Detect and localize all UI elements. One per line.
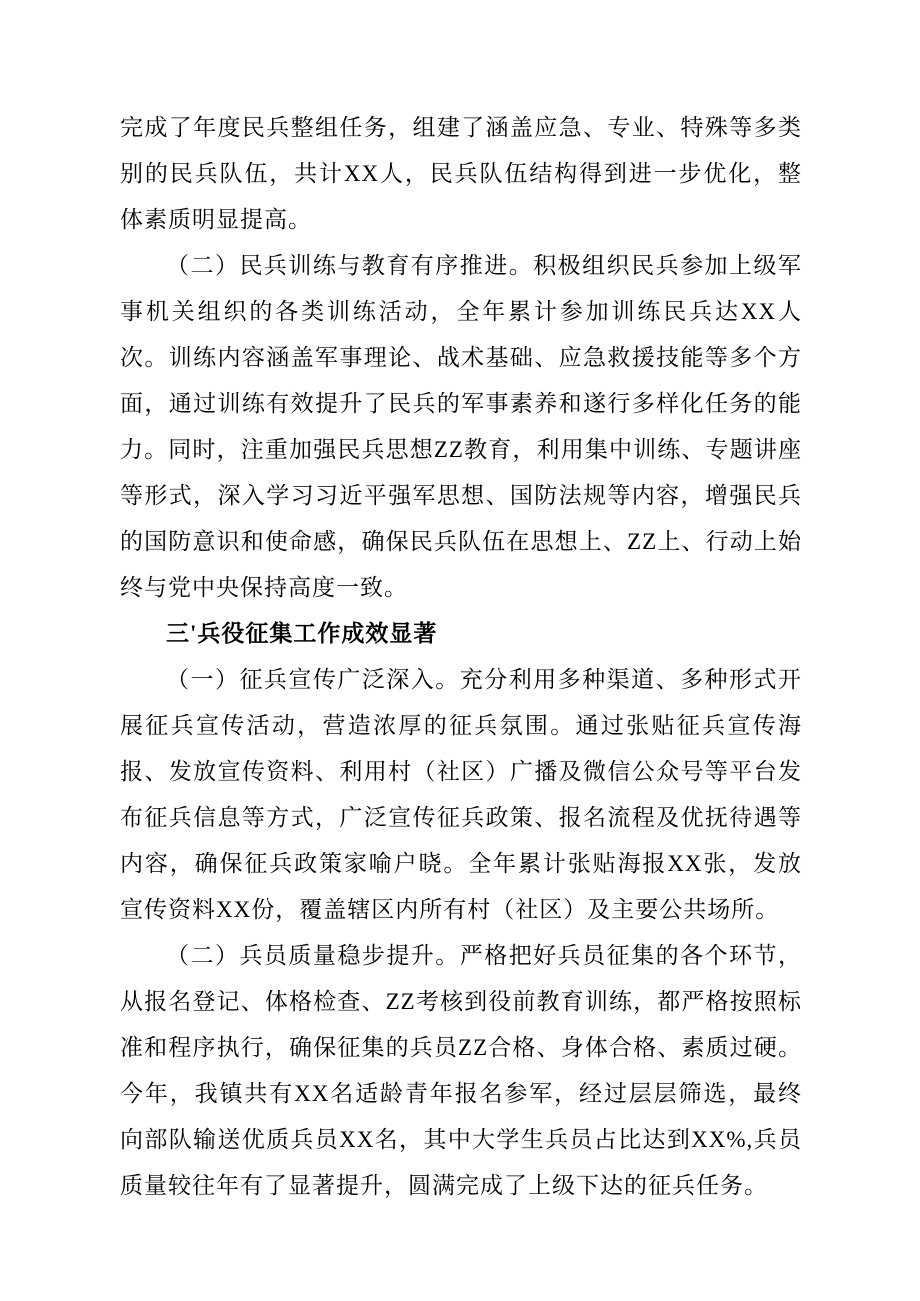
section-heading: 三'兵役征集工作成效显著: [166, 621, 438, 646]
document-content: [120, 105, 802, 1209]
paragraph: （二）兵员质量稳步提升。严格把好兵员征集的各个环节，从报名登记、体格检查、ZZ考核到役前教育训练，都严格按照标准和程序执行，确保征集的兵员ZZ合格、身体合格、素质过硬。今年，我镇共有XX名适龄青年报名参军，经过层层筛选，最终向部队输送优质兵员XX名，其中大学生兵员占比达到XX%,兵员质量较往年有了显著提升，圆满完成了上级下达的征兵任务。: [120, 943, 802, 1198]
paragraph: （二）民兵训练与教育有序推进。积极组织民兵参加上级军事机关组织的各类训练活动，全年累计参加训练民兵达XX人次。训练内容涵盖军事理论、战术基础、应急救援技能等多个方面，通过训练有效提升了民兵的军事素养和遂行多样化任务的能力。同时，注重加强民兵思想ZZ教育，利用集中训练、专题讲座等形式，深入学习习近平强军思想、国防法规等内容，增强民兵的国防意识和使命感，确保民兵队伍在思想上、ZZ上、行动上始终与党中央保持高度一致。: [120, 253, 802, 600]
paragraph: 完成了年度民兵整组任务，组建了涵盖应急、专业、特殊等多类别的民兵队伍，共计XX人，民兵队伍结构得到进一步优化，整体素质明显提高。: [120, 115, 802, 232]
paragraph: （一）征兵宣传广泛深入。充分利用多种渠道、多种形式开展征兵宣传活动，营造浓厚的征兵氛围。通过张贴征兵宣传海报、发放宣传资料、利用村（社区）广播及微信公众号等平台发布征兵信息等方式，广泛宣传征兵政策、报名流程及优抚待遇等内容，确保征兵政策家喻户晓。全年累计张贴海报XX张，发放宣传资料XX份，覆盖辖区内所有村（社区）及主要公共场所。: [120, 667, 802, 922]
